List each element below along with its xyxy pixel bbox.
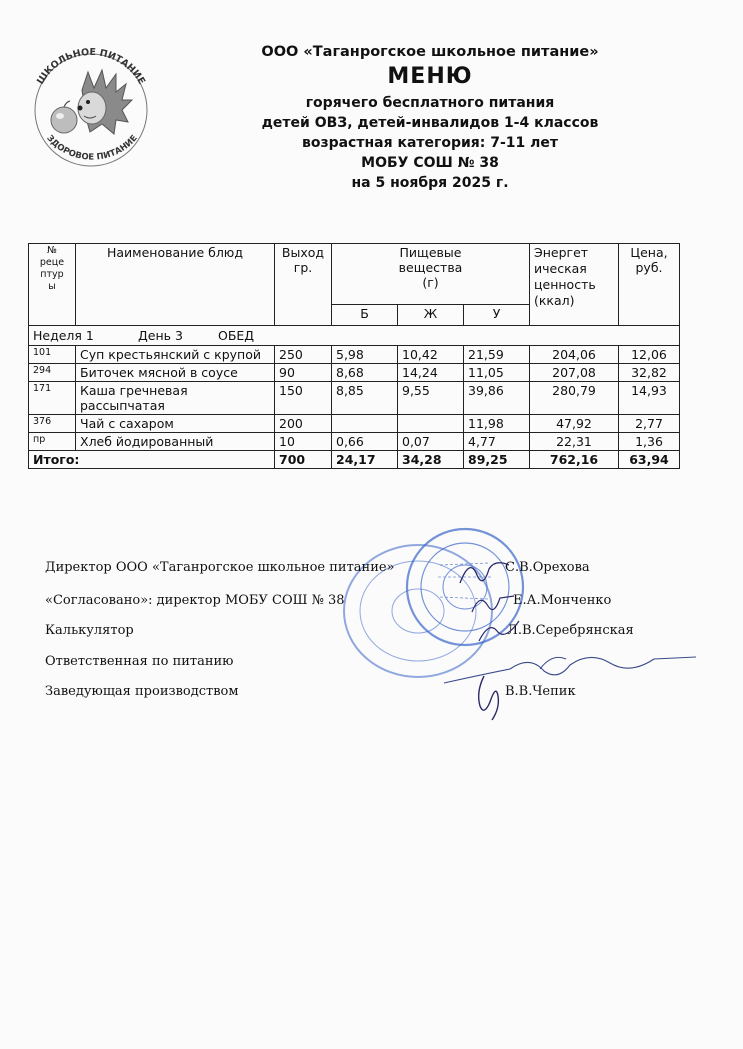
signature-role: Калькулятор xyxy=(45,623,134,638)
signature-role: Директор ООО «Таганрогское школьное питание» xyxy=(45,560,395,575)
apple-icon xyxy=(51,107,77,133)
col-fat: Ж xyxy=(398,305,464,326)
table-row: 171 Каша гречневая рассыпчатая 150 8,85 9,55 39,86 280,79 14,93 xyxy=(29,382,680,415)
signature-name: Е.А.Монченко xyxy=(513,593,612,608)
hedgehog-icon xyxy=(78,70,133,134)
table-row: 101 Суп крестьянский с крупой 250 5,98 10,42 21,59 204,06 12,06 xyxy=(29,346,680,364)
day-label: День 3 xyxy=(138,328,183,343)
signature-role: «Согласовано»: директор МОБУ СОШ № 38 xyxy=(45,593,345,608)
header-line-5: на 5 ноября 2025 г. xyxy=(351,175,509,191)
signature-name: С.В.Орехова xyxy=(505,560,590,575)
signature-name: В.В.Чепик xyxy=(505,684,576,699)
menu-table xyxy=(28,243,680,469)
header-line-1: горячего бесплатного питания xyxy=(305,95,555,111)
signature-name: Л.В.Серебрянская xyxy=(507,623,634,638)
signature-role: Заведующая производством xyxy=(45,684,239,699)
col-nutrients: Пищевые вещества (г) xyxy=(332,244,530,305)
header-line-2: детей ОВЗ, детей-инвалидов 1-4 классов xyxy=(261,115,599,131)
signature-role: Ответственная по питанию xyxy=(45,654,234,669)
document-header xyxy=(225,44,635,193)
header-line-4: МОБУ СОШ № 38 xyxy=(361,155,499,171)
logo-bottom-text: ЗДОРОВОЕ ПИТАНИЕ xyxy=(44,133,140,163)
week-label: Неделя 1 xyxy=(33,328,94,343)
meal-label: ОБЕД xyxy=(218,328,255,343)
svg-text:ЗДОРОВОЕ ПИТАНИЕ xyxy=(44,133,139,162)
signature-director xyxy=(45,560,395,575)
handwritten-signature xyxy=(475,615,525,645)
col-recipe-number: № реце птур ы xyxy=(29,244,76,326)
table-row: пр Хлеб йодированный 10 0,66 0,07 4,77 22,31 1,36 xyxy=(29,433,680,451)
logo-top-text: ШКОЛЬНОЕ ПИТАНИЕ xyxy=(35,46,147,87)
signature-production-head xyxy=(45,684,238,699)
col-carbs: У xyxy=(464,305,530,326)
col-dish-name: Наименование блюд xyxy=(76,244,275,326)
table-row: 294 Биточек мясной в соусе 90 8,68 14,24 11,05 207,08 32,82 xyxy=(29,364,680,382)
col-price: Цена, руб. xyxy=(619,244,680,326)
section-row xyxy=(29,326,680,346)
signature-school-director xyxy=(45,593,345,608)
handwritten-signature xyxy=(455,555,515,590)
school-food-logo xyxy=(22,38,160,176)
organization-name: ООО «Таганрогское школьное питание» xyxy=(261,44,599,60)
total-row: Итого: 700 24,17 34,28 89,25 762,16 63,94 xyxy=(29,451,680,469)
total-label: Итого: xyxy=(29,451,275,469)
header-line-3: возрастная категория: 7-11 лет xyxy=(301,135,559,151)
handwritten-signature xyxy=(470,672,506,724)
signature-responsible xyxy=(45,654,234,669)
table-row: 376 Чай с сахаром 200 11,98 47,92 2,77 xyxy=(29,415,680,433)
signature-calculator xyxy=(45,623,134,638)
col-protein: Б xyxy=(332,305,398,326)
col-energy: Энергет ическая ценность (ккал) xyxy=(530,244,619,326)
document-title: МЕНЮ xyxy=(387,64,473,89)
handwritten-signature xyxy=(468,588,518,618)
col-output: Выход гр. xyxy=(275,244,332,326)
